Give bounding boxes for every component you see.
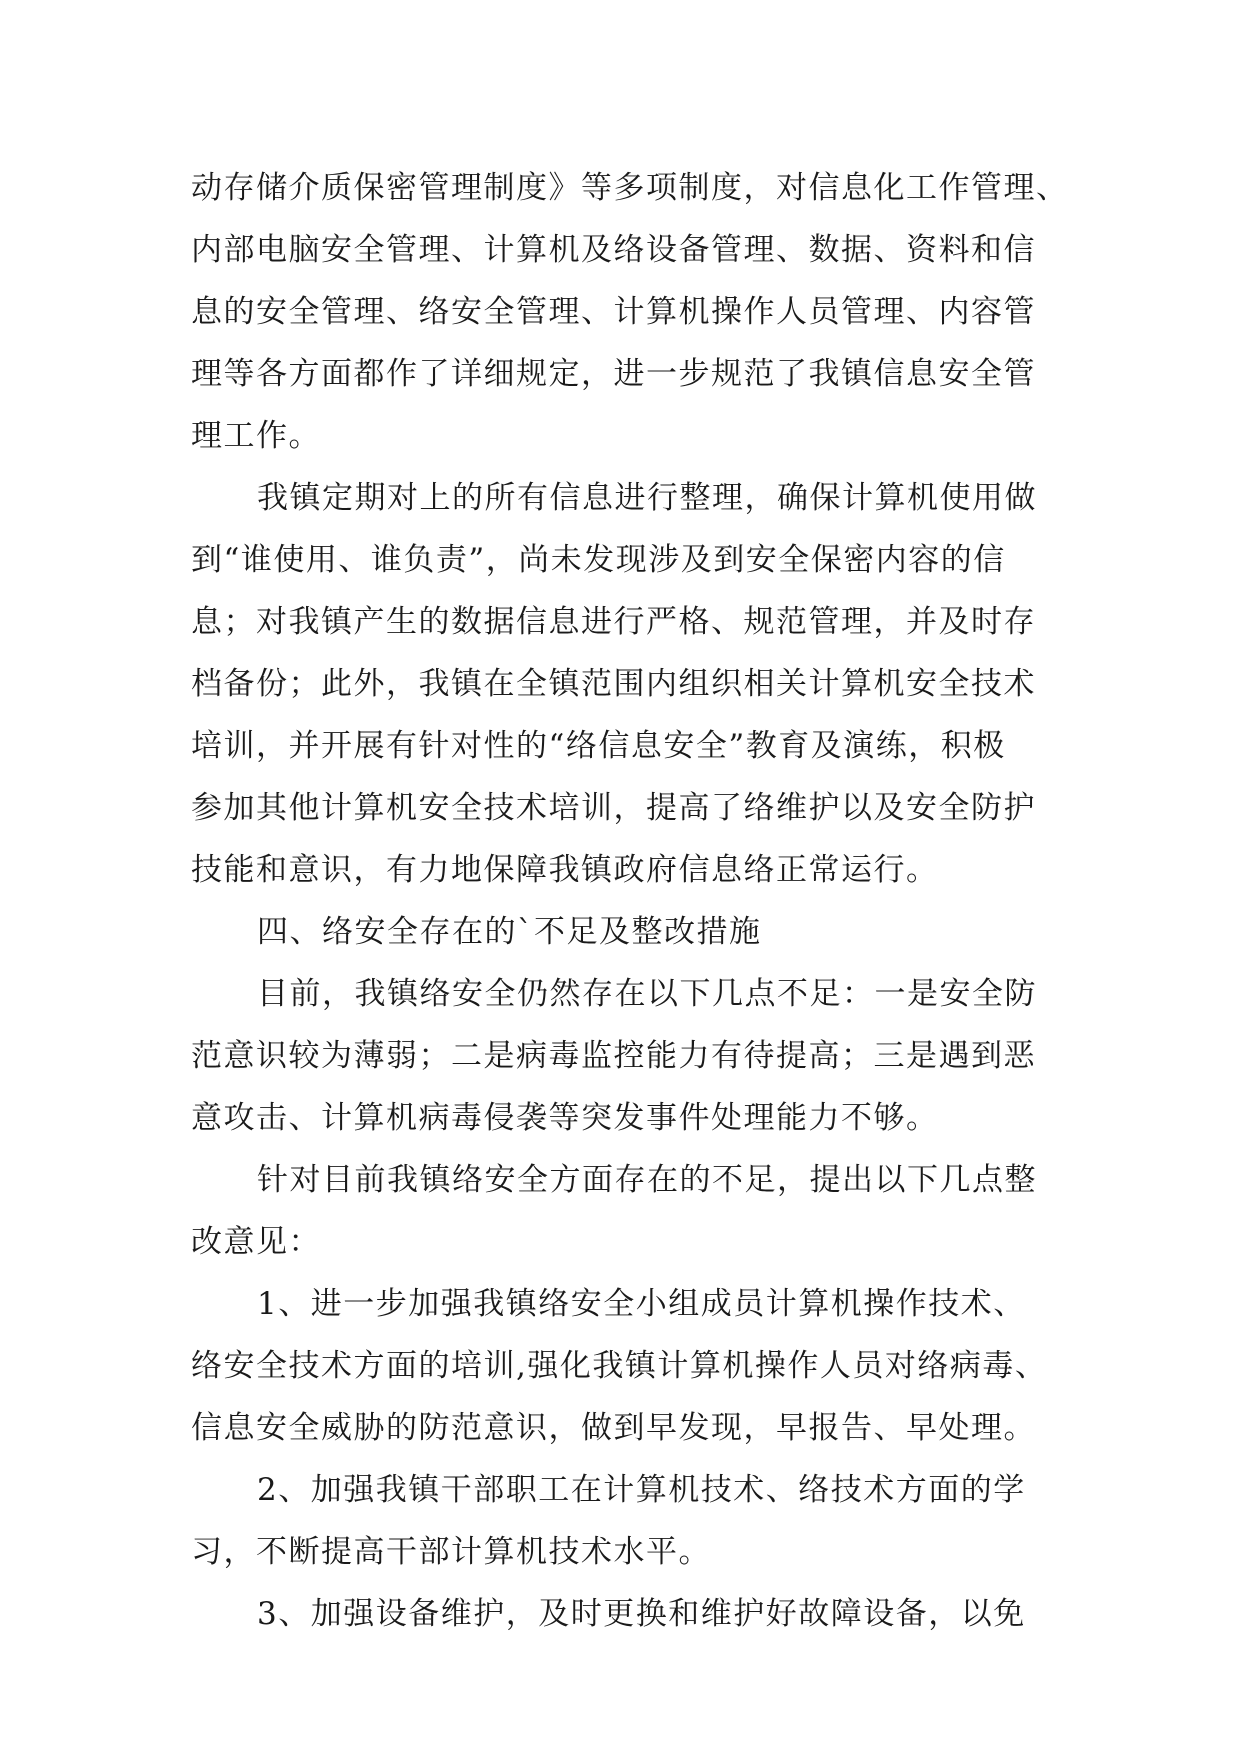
text-line: 意攻击、计算机病毒侵袭等突发事件处理能力不够。 — [191, 1100, 939, 1136]
text-line: 习，不断提高干部计算机技术水平。 — [191, 1534, 711, 1570]
text-line: 培训，并开展有针对性的“络信息安全”教育及演练，积极 — [191, 728, 1006, 764]
text-line: 息的安全管理、络安全管理、计算机操作人员管理、内容管 — [191, 294, 1036, 330]
paragraph-start: 我镇定期对上的所有信息进行整理，确保计算机使用做 — [257, 480, 1037, 516]
document-body — [191, 157, 1069, 1645]
text-line: 参加其他计算机安全技术培训，提高了络维护以及安全防护 — [191, 790, 1036, 826]
text-line: 档备份；此外，我镇在全镇范围内组织相关计算机安全技术 — [191, 666, 1036, 702]
list-item-1-start: 1、进一步加强我镇络安全小组成员计算机操作技术、 — [257, 1286, 1026, 1322]
text-line: 理工作。 — [191, 418, 321, 454]
list-item-2-start: 2、加强我镇干部职工在计算机技术、络技术方面的学 — [257, 1472, 1026, 1508]
paragraph-start: 目前，我镇络安全仍然存在以下几点不足：一是安全防 — [257, 976, 1037, 1012]
text-line: 动存储介质保密管理制度》等多项制度，对信息化工作管理、 — [191, 170, 1069, 206]
text-line: 理等各方面都作了详细规定，进一步规范了我镇信息安全管 — [191, 356, 1036, 392]
text-line: 内部电脑安全管理、计算机及络设备管理、数据、资料和信 — [191, 232, 1036, 268]
text-line: 络安全技术方面的培训,强化我镇计算机操作人员对络病毒、 — [191, 1348, 1048, 1384]
text-line: 信息安全威胁的防范意识，做到早发现，早报告、早处理。 — [191, 1410, 1036, 1446]
text-line: 改意见： — [191, 1224, 321, 1260]
list-item-3-start: 3、加强设备维护，及时更换和维护好故障设备，以免 — [257, 1596, 1026, 1632]
section-heading: 四、络安全存在的`不足及整改措施 — [257, 914, 762, 950]
text-line: 范意识较为薄弱；二是病毒监控能力有待提高；三是遇到恶 — [191, 1038, 1036, 1074]
text-line: 到“谁使用、谁负责”，尚未发现涉及到安全保密内容的信 — [191, 542, 1006, 578]
text-line: 息；对我镇产生的数据信息进行严格、规范管理，并及时存 — [191, 604, 1036, 640]
text-line: 技能和意识，有力地保障我镇政府信息络正常运行。 — [191, 852, 939, 888]
paragraph-start: 针对目前我镇络安全方面存在的不足，提出以下几点整 — [257, 1162, 1037, 1198]
